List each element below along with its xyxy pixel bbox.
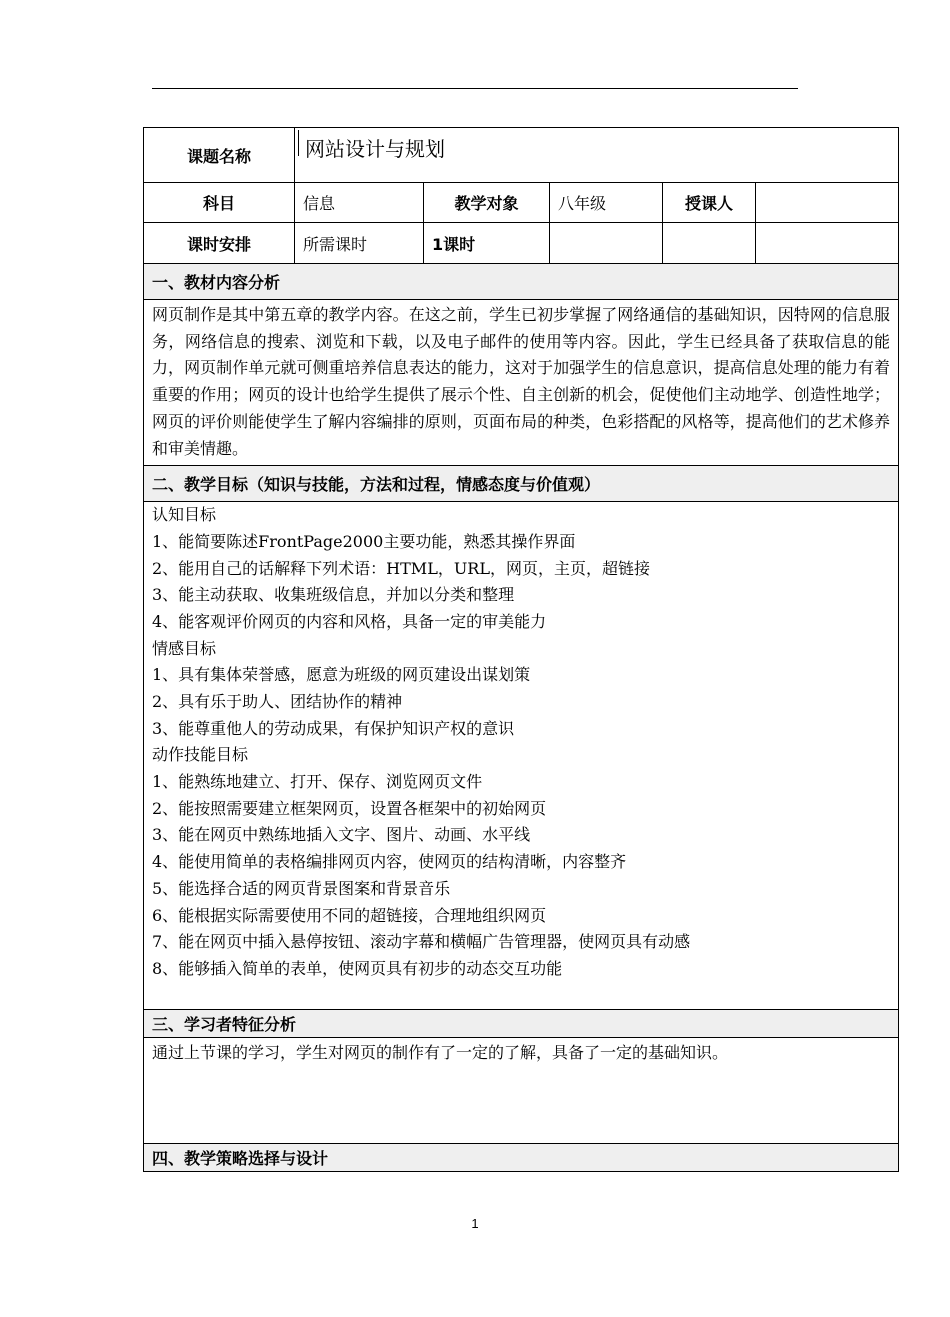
section-heading-row: [144, 1144, 899, 1172]
text-cursor: [298, 130, 299, 156]
schedule-label: 课时安排: [144, 223, 295, 264]
section-title-objectives: 二、教学目标（知识与技能，方法和过程，情感态度与价值观）: [144, 466, 899, 502]
topic-value: 网站设计与规划: [305, 137, 445, 161]
objective-line: 1、能熟练地建立、打开、保存、浏览网页文件: [152, 772, 483, 792]
objective-heading: 动作技能目标: [152, 745, 249, 765]
section-title-content-analysis: 一、教材内容分析: [144, 264, 899, 300]
audience-value: 八年级: [550, 183, 663, 223]
hours-value: 1课时: [424, 223, 550, 264]
learner-analysis-text: 通过上节课的学习，学生对网页的制作有了一定的了解，具备了一定的基础知识。: [144, 1038, 899, 1144]
topic-value-cell: [295, 128, 899, 183]
objective-heading: 认知目标: [152, 505, 217, 525]
empty-cell: [756, 223, 899, 264]
subject-label: 科目: [144, 183, 295, 223]
objective-line: 3、能主动获取、收集班级信息，并加以分类和整理: [152, 585, 515, 605]
objective-line: 4、能使用简单的表格编排网页内容，使网页的结构清晰，内容整齐: [152, 852, 627, 872]
objective-line: 3、能尊重他人的劳动成果，有保护知识产权的意识: [152, 718, 515, 738]
section-heading-row: [144, 1010, 899, 1038]
content-analysis-text: 网页制作是其中第五章的教学内容。在这之前，学生已初步掌握了网络通信的基础知识，因特网的信息服务，网络信息的搜索、浏览和下载，以及电子邮件的使用等内容。因此，学生已经具备了获取信息的能力，网页制作单元就可侧重培养信息表达的能力，这对于加强学生的信息意识，提高信息处理的能力有着重要的作用；网页的设计也给学生提供了展示个性、自主创新的机会，促使他们主动地学、创造性地学；网页的评价则能使学生了解内容编排的原则，页面布局的种类，色彩搭配的风格等，提高他们的艺术修养和审美情趣。: [144, 300, 899, 466]
section-body-row: [144, 502, 899, 1010]
teacher-value: [756, 183, 899, 223]
hours-label: 所需课时: [295, 223, 424, 264]
objectives-list: [144, 502, 899, 1010]
empty-cell: [663, 223, 756, 264]
objective-line: 5、能选择合适的网页背景图案和背景音乐: [152, 878, 451, 898]
objective-line: 1、具有集体荣誉感，愿意为班级的网页建设出谋划策: [152, 665, 531, 685]
objective-line: 8、能够插入简单的表单，使网页具有初步的动态交互功能: [152, 958, 563, 978]
section-title-learner-analysis: 三、学习者特征分析: [144, 1010, 899, 1038]
topic-row: [144, 128, 899, 183]
subject-value: 信息: [295, 183, 424, 223]
objective-line: 4、能客观评价网页的内容和风格，具备一定的审美能力: [152, 611, 547, 631]
schedule-row: [144, 223, 899, 264]
objective-line: 3、能在网页中熟练地插入文字、图片、动画、水平线: [152, 825, 531, 845]
objective-heading: 情感目标: [152, 638, 217, 658]
topic-label: 课题名称: [144, 128, 295, 183]
page-number: 1: [471, 1216, 479, 1231]
objective-line: 6、能根据实际需要使用不同的超链接，合理地组织网页: [152, 905, 547, 925]
objective-line: 1、能简要陈述FrontPage2000主要功能，熟悉其操作界面: [152, 531, 576, 551]
section-heading-row: [144, 466, 899, 502]
subject-row: [144, 183, 899, 223]
objective-line: 2、能用自己的话解释下列术语：HTML，URL，网页，主页，超链接: [152, 558, 650, 578]
objective-line: 7、能在网页中插入悬停按钮、滚动字幕和横幅广告管理器，使网页具有动感: [152, 932, 691, 952]
lesson-plan-table: [143, 127, 899, 1172]
section-title-strategy: 四、教学策略选择与设计: [144, 1144, 899, 1172]
audience-label: 教学对象: [424, 183, 550, 223]
header-rule: [152, 88, 798, 89]
empty-cell: [550, 223, 663, 264]
section-body-row: [144, 300, 899, 466]
objective-line: 2、能按照需要建立框架网页，设置各框架中的初始网页: [152, 798, 547, 818]
section-body-row: [144, 1038, 899, 1144]
teacher-label: 授课人: [663, 183, 756, 223]
objective-line: 2、具有乐于助人、团结协作的精神: [152, 692, 403, 712]
section-heading-row: [144, 264, 899, 300]
